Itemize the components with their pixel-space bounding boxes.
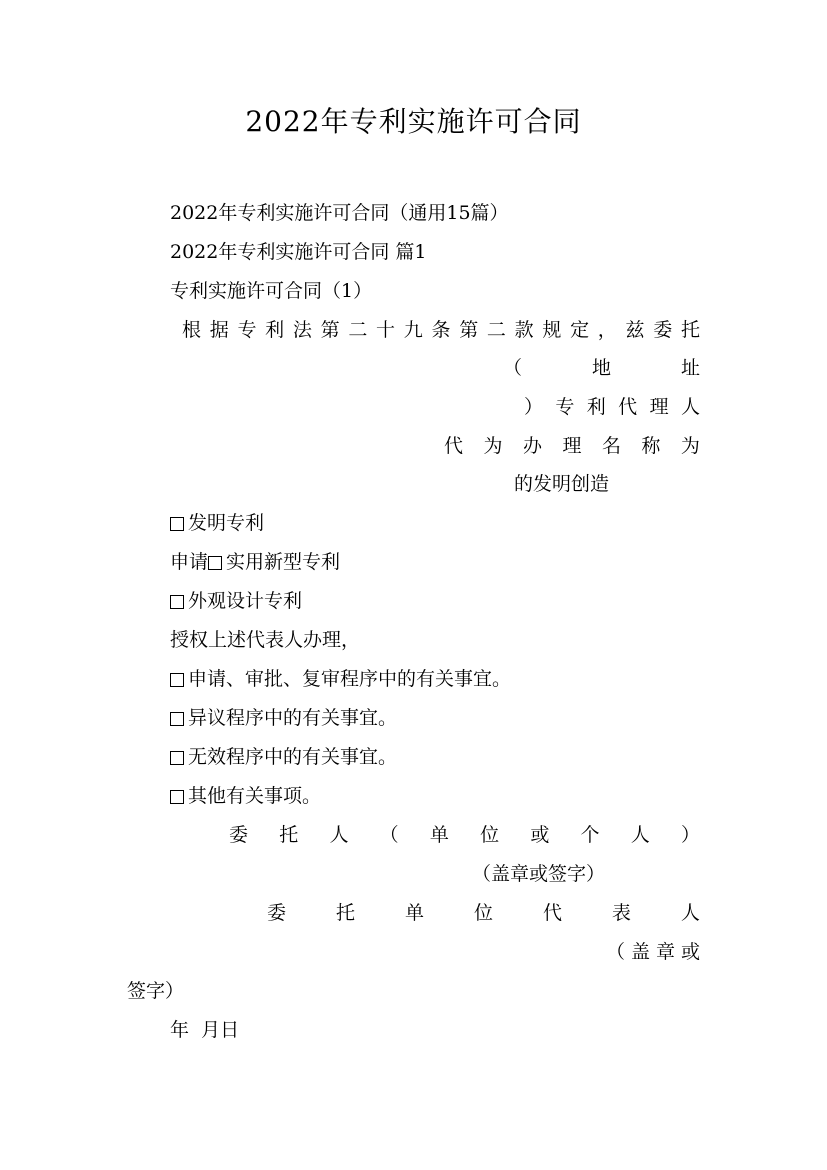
- item-invalidation: [170, 745, 397, 769]
- basis-char: 专: [237, 319, 257, 341]
- authorize-line: 授权上述代表人办理，: [170, 629, 361, 651]
- basis-char: 第: [320, 319, 340, 341]
- principal-char: 托: [279, 824, 299, 846]
- option-label: 外观设计专利: [188, 590, 303, 612]
- address-char: （: [503, 357, 523, 379]
- option-label: 发明专利: [188, 512, 265, 534]
- basis-char: 款: [514, 319, 534, 341]
- representative-char: 单: [404, 902, 424, 924]
- checkbox[interactable]: [170, 595, 184, 609]
- checkbox[interactable]: [170, 790, 184, 804]
- agent-char: 利: [586, 396, 606, 418]
- intro-line: 2022年专利实施许可合同（通用15篇）: [170, 202, 509, 224]
- basis-char: 二: [348, 319, 368, 341]
- principal-char: 人: [329, 824, 349, 846]
- item-objection: [170, 706, 397, 730]
- representative-char: 表: [611, 902, 631, 924]
- basis-char: 兹: [625, 319, 645, 341]
- principal-char: 位: [480, 824, 500, 846]
- principal-char: 人: [630, 824, 650, 846]
- item-other: [170, 784, 321, 808]
- basis-line: [182, 318, 700, 342]
- principal-char: 单: [429, 824, 449, 846]
- option-design: [170, 589, 302, 613]
- agent-char: 理: [649, 396, 669, 418]
- item-label: 异议程序中的有关事宜。: [188, 707, 398, 729]
- seal-signature-2: [606, 940, 700, 964]
- handle-char: 为: [680, 435, 700, 457]
- basis-char: 委: [653, 319, 673, 341]
- principal-char: 个: [580, 824, 600, 846]
- checkbox[interactable]: [170, 712, 184, 726]
- basis-char: 规: [542, 319, 562, 341]
- checkbox[interactable]: [170, 751, 184, 765]
- signature-line: 签字）: [127, 980, 185, 1002]
- item-label: 无效程序中的有关事宜。: [188, 746, 398, 768]
- checkbox[interactable]: [208, 556, 222, 570]
- handle-char: 代: [444, 435, 464, 457]
- basis-char: ，: [597, 319, 617, 341]
- representative-char: 位: [473, 902, 493, 924]
- basis-char: 托: [680, 319, 700, 341]
- agent-char: ）: [524, 396, 544, 418]
- handle-char: 为: [483, 435, 503, 457]
- representative-char: 人: [680, 902, 700, 924]
- address-char: 地: [591, 357, 611, 379]
- basis-char: 法: [292, 319, 312, 341]
- representative-char: 代: [542, 902, 562, 924]
- representative-line: [267, 901, 700, 925]
- agent-char: 人: [680, 396, 700, 418]
- address-line: [503, 356, 700, 380]
- basis-char: 第: [459, 319, 479, 341]
- option-utility: [170, 550, 340, 574]
- basis-char: 定: [570, 319, 590, 341]
- handle-char: 办: [522, 435, 542, 457]
- item-label: 申请、审批、复审程序中的有关事宜。: [188, 668, 512, 690]
- handle-char: 理: [562, 435, 582, 457]
- checkbox[interactable]: [170, 517, 184, 531]
- representative-char: 委: [267, 902, 287, 924]
- basis-char: 九: [403, 319, 423, 341]
- principal-char: 或: [530, 824, 550, 846]
- handle-char: 称: [641, 435, 661, 457]
- seal-char: 盖: [630, 941, 650, 963]
- handle-char: 名: [601, 435, 621, 457]
- basis-char: 根: [182, 319, 202, 341]
- apply-label: 申请: [170, 551, 209, 573]
- representative-char: 托: [335, 902, 355, 924]
- basis-char: 二: [486, 319, 506, 341]
- address-char: 址: [680, 357, 700, 379]
- item-review: [170, 667, 511, 691]
- option-label: 实用新型专利: [226, 551, 341, 573]
- agent-char: 代: [618, 396, 638, 418]
- date-line: 年 月日: [170, 1019, 240, 1041]
- agent-line: [524, 395, 700, 419]
- handle-line: [444, 434, 700, 458]
- seal-char: （: [606, 941, 626, 963]
- seal-signature-1: （盖章或签字）: [472, 863, 606, 885]
- checkbox[interactable]: [170, 673, 184, 687]
- option-invention: [170, 511, 264, 535]
- basis-char: 十: [376, 319, 396, 341]
- principal-line: [229, 823, 700, 847]
- principal-char: （: [379, 824, 399, 846]
- seal-char: 或: [680, 941, 700, 963]
- contract-heading: 专利实施许可合同（1）: [170, 280, 373, 302]
- basis-char: 利: [265, 319, 285, 341]
- basis-char: 据: [209, 319, 229, 341]
- agent-char: 专: [555, 396, 575, 418]
- basis-char: 条: [431, 319, 451, 341]
- item-label: 其他有关事项。: [188, 785, 322, 807]
- principal-char: ）: [680, 824, 700, 846]
- invention-line: 的发明创造: [514, 473, 610, 495]
- document-title: 2022年专利实施许可合同: [245, 105, 582, 138]
- part1-heading: 2022年专利实施许可合同 篇1: [170, 241, 427, 263]
- seal-char: 章: [655, 941, 675, 963]
- principal-char: 委: [229, 824, 249, 846]
